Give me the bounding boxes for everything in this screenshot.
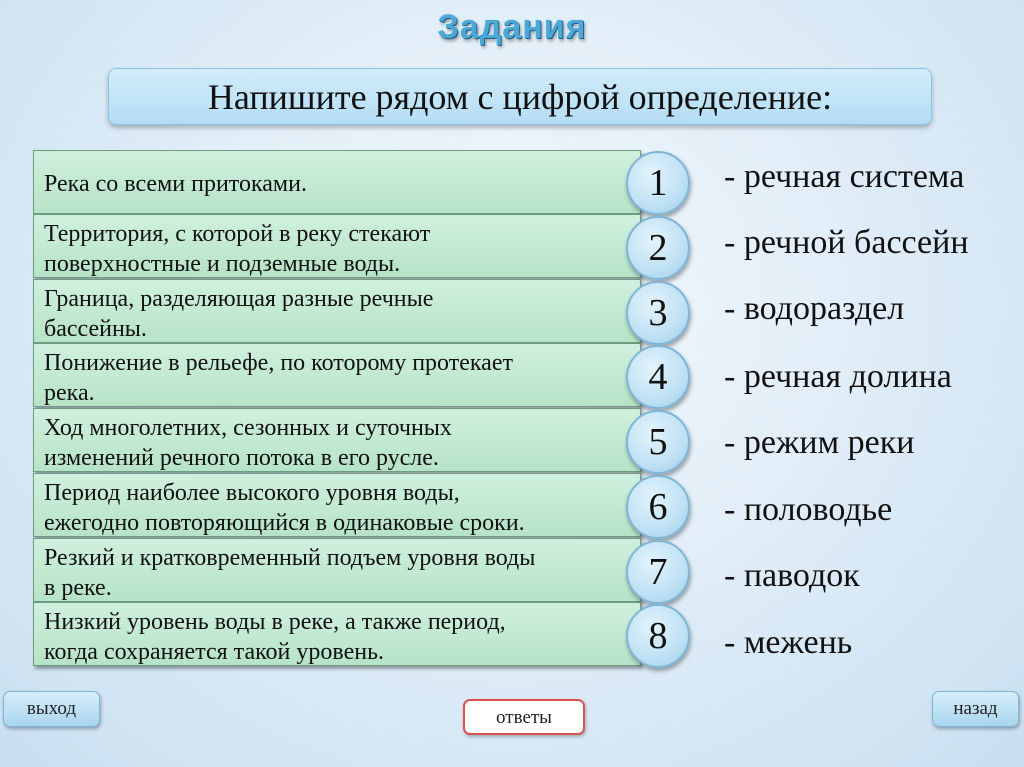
definition-line: Территория, с которой в реку стекают <box>44 221 431 247</box>
term-5: - режим реки <box>724 424 915 461</box>
definition-box-6 <box>33 473 641 537</box>
definition-line: когда сохраняется такой уровень. <box>44 639 385 665</box>
term-3: - водораздел <box>724 290 905 327</box>
definition-line: поверхностные и подземные воды. <box>44 251 401 277</box>
definition-box-8 <box>33 602 641 666</box>
definition-line: бассейны. <box>44 316 147 342</box>
answers-button[interactable]: ответы <box>463 699 585 735</box>
term-1: - речная система <box>724 158 965 195</box>
number-circle-1[interactable]: 1 <box>626 151 690 215</box>
term-7: - паводок <box>724 557 860 594</box>
number-circle-3[interactable]: 3 <box>626 281 690 345</box>
number-circle-7[interactable]: 7 <box>626 540 690 604</box>
instruction-banner: Напишите рядом с цифрой определение: <box>108 68 932 125</box>
definition-line: Резкий и кратковременный подъем уровня воды <box>44 545 536 571</box>
term-4: - речная долина <box>724 358 952 395</box>
back-button[interactable]: назад <box>932 691 1019 727</box>
term-2: - речной бассейн <box>724 224 969 261</box>
definition-line: изменений речного потока в его русле. <box>44 445 439 471</box>
number-circle-4[interactable]: 4 <box>626 345 690 409</box>
term-8: - межень <box>724 624 853 661</box>
definition-line: Граница, разделяющая разные речные <box>44 286 434 312</box>
definition-line: Понижение в рельефе, по которому протекает <box>44 350 513 376</box>
definition-box-7 <box>33 538 641 602</box>
exit-button[interactable]: выход <box>3 691 100 727</box>
definition-box-5 <box>33 408 641 472</box>
definition-line: Период наиболее высокого уровня воды, <box>44 480 460 506</box>
definition-box-1 <box>33 150 641 214</box>
number-circle-8[interactable]: 8 <box>626 604 690 668</box>
number-circle-2[interactable]: 2 <box>626 216 690 280</box>
definition-line: река. <box>44 380 95 406</box>
definition-line: Ход многолетних, сезонных и суточных <box>44 415 452 441</box>
definition-line: Река со всеми притоками. <box>44 171 307 197</box>
term-6: - половодье <box>724 491 893 528</box>
number-circle-6[interactable]: 6 <box>626 475 690 539</box>
definition-line: в реке. <box>44 575 112 601</box>
slide-title: Задания <box>437 8 587 46</box>
definition-box-2 <box>33 214 641 278</box>
definition-box-3 <box>33 279 641 343</box>
definition-line: Низкий уровень воды в реке, а также период, <box>44 609 506 635</box>
definition-line: ежегодно повторяющийся в одинаковые сроки. <box>44 510 525 536</box>
number-circle-5[interactable]: 5 <box>626 410 690 474</box>
definition-box-4 <box>33 343 641 407</box>
